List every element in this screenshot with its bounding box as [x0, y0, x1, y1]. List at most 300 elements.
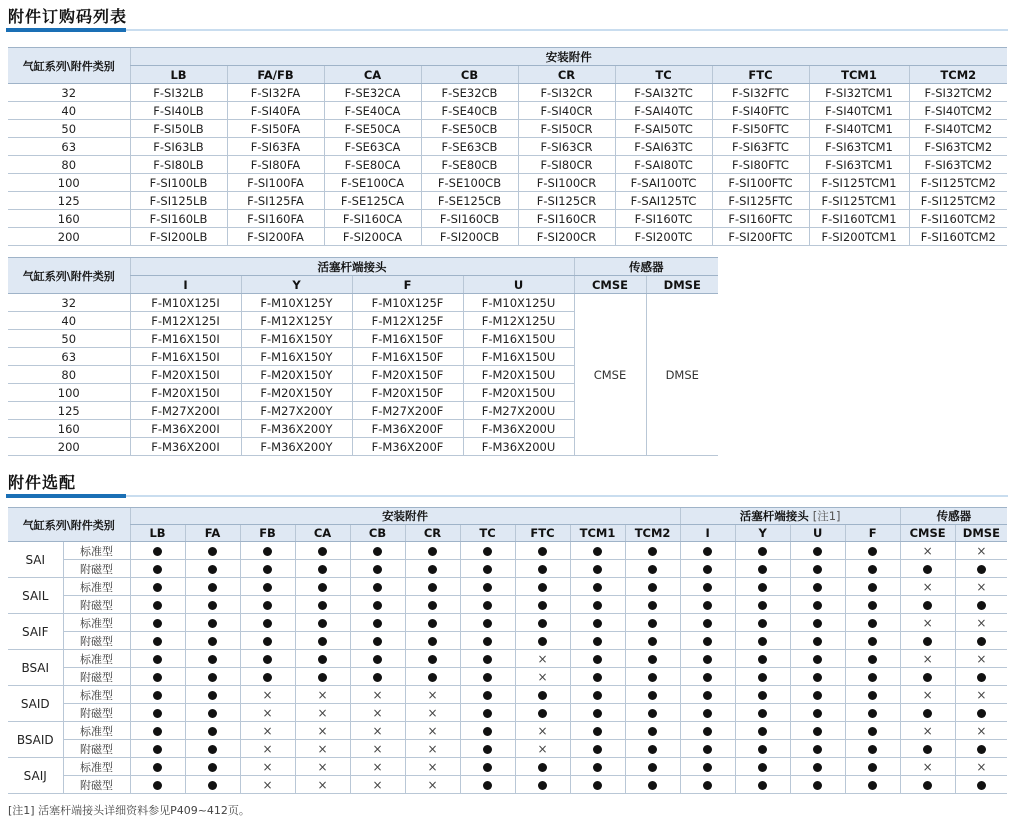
- compatibility-cell: [735, 686, 790, 704]
- order-code-cell: F-M20X150I: [130, 384, 241, 402]
- series-name-cell: BSAID: [8, 722, 63, 758]
- series-name-cell: SAIL: [8, 578, 63, 614]
- compatibility-cell: [460, 758, 515, 776]
- compatibility-cell: [350, 578, 405, 596]
- compatibility-cell: [130, 776, 185, 794]
- table-row: [8, 740, 1007, 758]
- table-row: [8, 578, 1007, 596]
- column-header-tcm1: TCM1: [809, 66, 909, 84]
- available-dot-icon: [318, 673, 327, 682]
- compatibility-cell: [515, 776, 570, 794]
- compatibility-cell: [240, 560, 295, 578]
- available-dot-icon: [703, 637, 712, 646]
- order-code-cell: F-SI63TCM2: [909, 156, 1007, 174]
- available-dot-icon: [483, 601, 492, 610]
- available-dot-icon: [703, 619, 712, 628]
- available-dot-icon: [703, 583, 712, 592]
- available-dot-icon: [923, 601, 932, 610]
- order-code-cell: F-SI125TCM1: [809, 192, 909, 210]
- order-code-cell: F-M16X150U: [463, 348, 574, 366]
- available-dot-icon: [538, 565, 547, 574]
- order-code-cell: F-M16X150I: [130, 348, 241, 366]
- compatibility-cell: [625, 650, 680, 668]
- order-code-cell: F-SE80CA: [324, 156, 421, 174]
- compatibility-cell: [185, 758, 240, 776]
- column-header-ca: CA: [324, 66, 421, 84]
- compatibility-cell: [735, 560, 790, 578]
- order-code-cell: F-SI50FTC: [712, 120, 809, 138]
- table-row: [8, 138, 1007, 156]
- table3-rod-group-header: [680, 508, 900, 525]
- bore-size-cell: 40: [8, 102, 130, 120]
- order-code-cell: F-SI63FTC: [712, 138, 809, 156]
- order-code-cell: F-SI125FA: [227, 192, 324, 210]
- compatibility-cell: [570, 614, 625, 632]
- unavailable-cross-icon: ×: [427, 723, 438, 738]
- compatibility-cell: [350, 560, 405, 578]
- unavailable-cross-icon: ×: [372, 741, 383, 756]
- compatibility-cell: [735, 722, 790, 740]
- available-dot-icon: [153, 655, 162, 664]
- order-code-cell: F-SI50FA: [227, 120, 324, 138]
- available-dot-icon: [648, 583, 657, 592]
- section1-rule: [6, 28, 1008, 32]
- available-dot-icon: [373, 637, 382, 646]
- compatibility-cell: [350, 740, 405, 758]
- available-dot-icon: [758, 781, 767, 790]
- column-header-cb: CB: [421, 66, 518, 84]
- order-code-cell: F-SI40TCM1: [809, 120, 909, 138]
- available-dot-icon: [868, 781, 877, 790]
- available-dot-icon: [483, 565, 492, 574]
- compatibility-cell: [845, 722, 900, 740]
- section2-title: 附件选配: [8, 473, 77, 492]
- available-dot-icon: [208, 691, 217, 700]
- compatibility-cell: [240, 668, 295, 686]
- available-dot-icon: [538, 601, 547, 610]
- table2-corner-header: 气缸系列\附件类别: [8, 258, 130, 294]
- available-dot-icon: [703, 565, 712, 574]
- compatibility-cell: [680, 578, 735, 596]
- column-header-rod-f: F: [352, 276, 463, 294]
- order-code-cell: F-M36X200F: [352, 438, 463, 456]
- order-code-cell: F-SE40CA: [324, 102, 421, 120]
- unavailable-cross-icon: ×: [922, 651, 933, 666]
- bore-size-cell: 200: [8, 228, 130, 246]
- table-row: [8, 294, 718, 312]
- column-header-cr: CR: [405, 525, 460, 542]
- compatibility-cell: [185, 614, 240, 632]
- order-code-cell: F-SI100CR: [518, 174, 615, 192]
- compatibility-cell: [680, 632, 735, 650]
- order-code-cell: F-SI160TCM2: [909, 210, 1007, 228]
- compatibility-cell: [130, 614, 185, 632]
- available-dot-icon: [703, 601, 712, 610]
- table-row: [8, 650, 1007, 668]
- compatibility-cell: [130, 542, 185, 560]
- compatibility-cell: [570, 632, 625, 650]
- available-dot-icon: [263, 583, 272, 592]
- unavailable-cross-icon: ×: [922, 615, 933, 630]
- compatibility-cell: [790, 632, 845, 650]
- available-dot-icon: [813, 619, 822, 628]
- available-dot-icon: [208, 637, 217, 646]
- order-code-cell: F-SI200TC: [615, 228, 712, 246]
- compatibility-cell: [735, 740, 790, 758]
- available-dot-icon: [648, 637, 657, 646]
- compatibility-cell: [955, 650, 1007, 668]
- order-code-cell: F-M36X200Y: [241, 420, 352, 438]
- compatibility-cell: [460, 560, 515, 578]
- column-header-lb: LB: [130, 525, 185, 542]
- compatibility-cell: [680, 614, 735, 632]
- compatibility-cell: [295, 722, 350, 740]
- mounting-accessory-code-table: [8, 47, 1007, 246]
- order-code-cell: F-M20X150F: [352, 384, 463, 402]
- cylinder-type-cell: 标准型: [63, 578, 130, 596]
- compatibility-cell: [460, 668, 515, 686]
- available-dot-icon: [813, 601, 822, 610]
- compatibility-cell: [185, 632, 240, 650]
- compatibility-cell: [735, 632, 790, 650]
- table-row: [8, 686, 1007, 704]
- column-header-cmse: CMSE: [574, 276, 646, 294]
- compatibility-cell: [130, 578, 185, 596]
- compatibility-cell: [185, 560, 240, 578]
- order-code-cell: F-SE80CB: [421, 156, 518, 174]
- cylinder-type-cell: 附磁型: [63, 668, 130, 686]
- order-code-cell: F-SAI50TC: [615, 120, 712, 138]
- compatibility-cell: [680, 596, 735, 614]
- unavailable-cross-icon: ×: [262, 687, 273, 702]
- available-dot-icon: [868, 583, 877, 592]
- available-dot-icon: [813, 565, 822, 574]
- cylinder-type-cell: 标准型: [63, 542, 130, 560]
- bore-size-cell: 63: [8, 138, 130, 156]
- compatibility-cell: [515, 668, 570, 686]
- table-row: [8, 560, 1007, 578]
- compatibility-cell: [240, 686, 295, 704]
- compatibility-cell: [900, 704, 955, 722]
- compatibility-cell: [845, 596, 900, 614]
- unavailable-cross-icon: ×: [537, 651, 548, 666]
- available-dot-icon: [428, 619, 437, 628]
- available-dot-icon: [153, 619, 162, 628]
- order-code-cell: F-SI160CB: [421, 210, 518, 228]
- compatibility-cell: [350, 668, 405, 686]
- available-dot-icon: [208, 781, 217, 790]
- available-dot-icon: [208, 673, 217, 682]
- available-dot-icon: [263, 637, 272, 646]
- compatibility-cell: [845, 614, 900, 632]
- order-code-cell: F-SI160CR: [518, 210, 615, 228]
- column-header-cmse: CMSE: [900, 525, 955, 542]
- order-code-cell: F-SI80FA: [227, 156, 324, 174]
- compatibility-cell: [955, 632, 1007, 650]
- available-dot-icon: [977, 565, 986, 574]
- available-dot-icon: [923, 565, 932, 574]
- table-row: [8, 614, 1007, 632]
- available-dot-icon: [208, 547, 217, 556]
- table-row: [8, 120, 1007, 138]
- unavailable-cross-icon: ×: [922, 759, 933, 774]
- available-dot-icon: [483, 691, 492, 700]
- order-code-cell: F-M16X150F: [352, 348, 463, 366]
- compatibility-cell: [845, 758, 900, 776]
- compatibility-cell: [295, 740, 350, 758]
- available-dot-icon: [593, 691, 602, 700]
- cylinder-type-cell: 附磁型: [63, 704, 130, 722]
- available-dot-icon: [428, 655, 437, 664]
- compatibility-cell: [900, 542, 955, 560]
- series-name-cell: BSAI: [8, 650, 63, 686]
- compatibility-cell: [295, 614, 350, 632]
- order-code-cell: F-SAI80TC: [615, 156, 712, 174]
- available-dot-icon: [868, 547, 877, 556]
- compatibility-cell: [570, 758, 625, 776]
- compatibility-cell: [845, 650, 900, 668]
- order-code-cell: F-SI40FTC: [712, 102, 809, 120]
- bore-size-cell: 63: [8, 348, 130, 366]
- available-dot-icon: [923, 673, 932, 682]
- available-dot-icon: [648, 547, 657, 556]
- unavailable-cross-icon: ×: [427, 759, 438, 774]
- compatibility-cell: [790, 560, 845, 578]
- table3-sensor-group-header: 传感器: [900, 508, 1007, 525]
- available-dot-icon: [813, 637, 822, 646]
- compatibility-cell: [625, 740, 680, 758]
- available-dot-icon: [428, 565, 437, 574]
- compatibility-cell: [845, 704, 900, 722]
- available-dot-icon: [703, 727, 712, 736]
- order-code-cell: F-M12X125Y: [241, 312, 352, 330]
- available-dot-icon: [758, 673, 767, 682]
- compatibility-cell: [405, 686, 460, 704]
- compatibility-cell: [295, 578, 350, 596]
- compatibility-cell: [845, 740, 900, 758]
- compatibility-cell: [460, 578, 515, 596]
- compatibility-cell: [845, 560, 900, 578]
- unavailable-cross-icon: ×: [262, 759, 273, 774]
- unavailable-cross-icon: ×: [317, 741, 328, 756]
- available-dot-icon: [483, 619, 492, 628]
- order-code-cell: F-M20X150Y: [241, 366, 352, 384]
- unavailable-cross-icon: ×: [976, 759, 987, 774]
- available-dot-icon: [758, 763, 767, 772]
- compatibility-cell: [570, 596, 625, 614]
- available-dot-icon: [868, 619, 877, 628]
- column-header-i: I: [680, 525, 735, 542]
- column-header-cb: CB: [350, 525, 405, 542]
- compatibility-cell: [955, 596, 1007, 614]
- order-code-cell: F-M20X150U: [463, 384, 574, 402]
- available-dot-icon: [373, 601, 382, 610]
- compatibility-cell: [295, 632, 350, 650]
- section1-title: 附件订购码列表: [8, 7, 128, 26]
- bore-size-cell: 125: [8, 192, 130, 210]
- available-dot-icon: [868, 691, 877, 700]
- order-code-cell: F-SI100FA: [227, 174, 324, 192]
- compatibility-cell: [845, 542, 900, 560]
- compatibility-cell: [680, 722, 735, 740]
- available-dot-icon: [153, 745, 162, 754]
- available-dot-icon: [483, 637, 492, 646]
- order-code-cell: F-SI125TCM2: [909, 192, 1007, 210]
- order-code-cell: F-SI63LB: [130, 138, 227, 156]
- available-dot-icon: [923, 709, 932, 718]
- compatibility-cell: [900, 560, 955, 578]
- unavailable-cross-icon: ×: [262, 723, 273, 738]
- order-code-cell: F-SI200CA: [324, 228, 421, 246]
- available-dot-icon: [593, 547, 602, 556]
- compatibility-cell: [680, 668, 735, 686]
- compatibility-cell: [515, 614, 570, 632]
- compatibility-cell: [460, 776, 515, 794]
- compatibility-cell: [955, 758, 1007, 776]
- available-dot-icon: [813, 781, 822, 790]
- table-row: [8, 228, 1007, 246]
- available-dot-icon: [263, 655, 272, 664]
- available-dot-icon: [923, 637, 932, 646]
- compatibility-cell: [295, 776, 350, 794]
- compatibility-cell: [680, 704, 735, 722]
- available-dot-icon: [593, 619, 602, 628]
- compatibility-cell: [460, 740, 515, 758]
- compatibility-cell: [295, 650, 350, 668]
- column-header-ftc: FTC: [712, 66, 809, 84]
- order-code-cell: F-SAI40TC: [615, 102, 712, 120]
- compatibility-cell: [625, 668, 680, 686]
- compatibility-cell: [185, 722, 240, 740]
- table1-corner-header: 气缸系列\附件类别: [8, 48, 130, 84]
- compatibility-cell: [790, 686, 845, 704]
- available-dot-icon: [593, 727, 602, 736]
- column-header-cr: CR: [518, 66, 615, 84]
- compatibility-cell: [515, 722, 570, 740]
- compatibility-cell: [625, 560, 680, 578]
- order-code-cell: F-SE63CA: [324, 138, 421, 156]
- available-dot-icon: [208, 565, 217, 574]
- available-dot-icon: [538, 583, 547, 592]
- available-dot-icon: [813, 655, 822, 664]
- available-dot-icon: [318, 565, 327, 574]
- compatibility-cell: [790, 740, 845, 758]
- available-dot-icon: [813, 583, 822, 592]
- compatibility-cell: [350, 650, 405, 668]
- order-code-cell: F-SI80CR: [518, 156, 615, 174]
- order-code-cell: F-SE100CA: [324, 174, 421, 192]
- compatibility-cell: [240, 542, 295, 560]
- cylinder-type-cell: 标准型: [63, 650, 130, 668]
- order-code-cell: F-M10X125I: [130, 294, 241, 312]
- compatibility-cell: [625, 596, 680, 614]
- available-dot-icon: [538, 619, 547, 628]
- compatibility-cell: [625, 776, 680, 794]
- bore-size-cell: 50: [8, 120, 130, 138]
- column-header-lb: LB: [130, 66, 227, 84]
- compatibility-cell: [900, 614, 955, 632]
- compatibility-cell: [680, 542, 735, 560]
- compatibility-cell: [900, 578, 955, 596]
- available-dot-icon: [593, 637, 602, 646]
- compatibility-cell: [735, 758, 790, 776]
- available-dot-icon: [703, 547, 712, 556]
- available-dot-icon: [813, 691, 822, 700]
- order-code-cell: F-M27X200F: [352, 402, 463, 420]
- order-code-cell: F-M27X200I: [130, 402, 241, 420]
- available-dot-icon: [648, 673, 657, 682]
- series-name-cell: SAIJ: [8, 758, 63, 794]
- available-dot-icon: [977, 637, 986, 646]
- bore-size-cell: 50: [8, 330, 130, 348]
- compatibility-cell: [350, 632, 405, 650]
- available-dot-icon: [208, 619, 217, 628]
- compatibility-cell: [350, 614, 405, 632]
- compatibility-cell: [570, 740, 625, 758]
- available-dot-icon: [648, 655, 657, 664]
- compatibility-cell: [570, 668, 625, 686]
- available-dot-icon: [318, 547, 327, 556]
- compatibility-cell: [515, 758, 570, 776]
- unavailable-cross-icon: ×: [262, 705, 273, 720]
- compatibility-cell: [240, 596, 295, 614]
- sensor-code-cell: DMSE: [646, 294, 718, 456]
- order-code-cell: F-M10X125F: [352, 294, 463, 312]
- available-dot-icon: [648, 763, 657, 772]
- compatibility-cell: [240, 704, 295, 722]
- cylinder-type-cell: 附磁型: [63, 596, 130, 614]
- compatibility-cell: [955, 740, 1007, 758]
- order-code-cell: F-M20X150U: [463, 366, 574, 384]
- unavailable-cross-icon: ×: [372, 759, 383, 774]
- compatibility-cell: [460, 650, 515, 668]
- compatibility-cell: [955, 704, 1007, 722]
- compatibility-cell: [515, 632, 570, 650]
- cylinder-type-cell: 标准型: [63, 686, 130, 704]
- available-dot-icon: [208, 709, 217, 718]
- compatibility-cell: [900, 650, 955, 668]
- bore-size-cell: 80: [8, 156, 130, 174]
- available-dot-icon: [483, 745, 492, 754]
- available-dot-icon: [648, 691, 657, 700]
- order-code-cell: F-SI200FTC: [712, 228, 809, 246]
- unavailable-cross-icon: ×: [922, 543, 933, 558]
- compatibility-cell: [405, 668, 460, 686]
- compatibility-cell: [570, 578, 625, 596]
- compatibility-cell: [955, 542, 1007, 560]
- compatibility-cell: [790, 596, 845, 614]
- order-code-cell: F-SI63CR: [518, 138, 615, 156]
- unavailable-cross-icon: ×: [317, 705, 328, 720]
- order-code-cell: F-SI125LB: [130, 192, 227, 210]
- table-row: [8, 174, 1007, 192]
- compatibility-cell: [790, 668, 845, 686]
- order-code-cell: F-SI160LB: [130, 210, 227, 228]
- available-dot-icon: [483, 583, 492, 592]
- compatibility-cell: [185, 578, 240, 596]
- compatibility-cell: [130, 740, 185, 758]
- compatibility-cell: [350, 722, 405, 740]
- available-dot-icon: [318, 655, 327, 664]
- available-dot-icon: [758, 655, 767, 664]
- order-code-cell: F-SI160TC: [615, 210, 712, 228]
- order-code-cell: F-M36X200U: [463, 438, 574, 456]
- order-code-cell: F-M16X150U: [463, 330, 574, 348]
- series-name-cell: SAID: [8, 686, 63, 722]
- compatibility-cell: [240, 632, 295, 650]
- compatibility-cell: [570, 704, 625, 722]
- order-code-cell: F-M36X200Y: [241, 438, 352, 456]
